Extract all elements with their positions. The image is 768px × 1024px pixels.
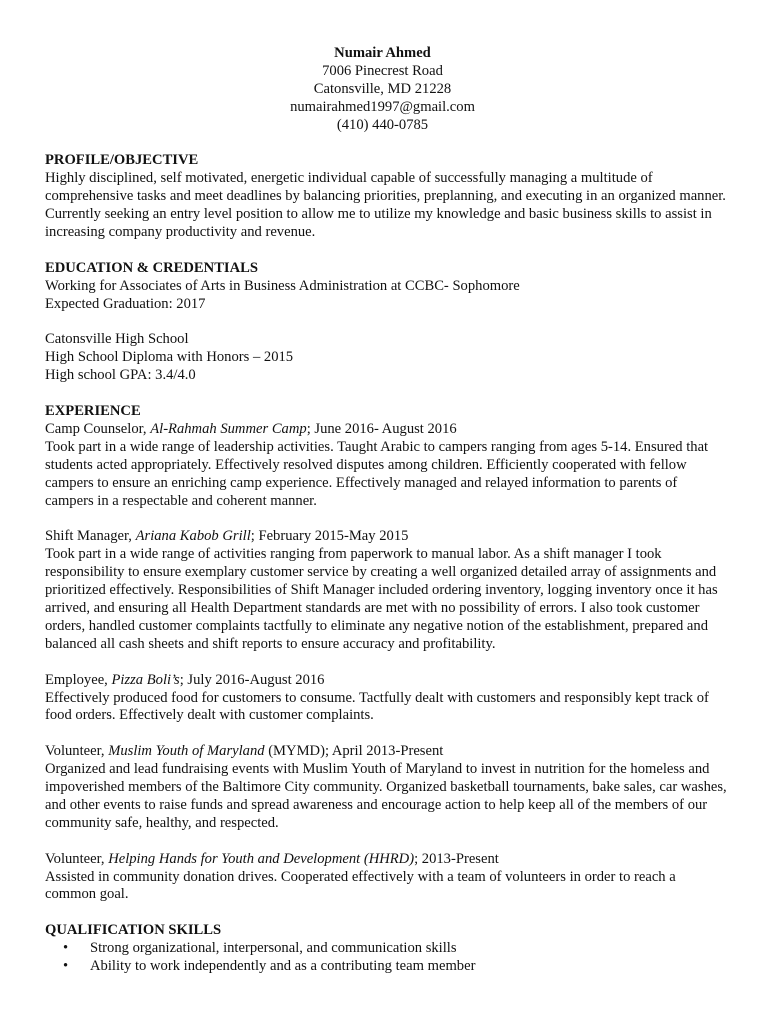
address-street: 7006 Pinecrest Road bbox=[322, 62, 443, 79]
profile-text: Highly disciplined, self motivated, energetic individual capable of successfully managing a multitude of comprehensive tasks and meet deadlines by balancing priorities, preplanning, and executing in an organized manner. Currently seeking an entry level position to allow me to utilize my knowledge and basic business skills to assist in increasing company productivity and revenue. bbox=[45, 170, 726, 241]
college-program: Working for Associates of Arts in Business Administration at CCBC- Sophomore bbox=[45, 277, 520, 294]
job-role: Shift Manager, bbox=[45, 528, 136, 545]
skill-item bbox=[45, 940, 728, 958]
job-organization: Muslim Youth of Maryland bbox=[108, 743, 265, 760]
experience-entry bbox=[45, 672, 728, 726]
job-description: Assisted in community donation drives. Cooperated effectively with a team of volunteers in order to reach a common goal. bbox=[45, 868, 676, 903]
experience-heading: EXPERIENCE bbox=[45, 403, 141, 420]
job-dates: (MYMD); April 2013-Present bbox=[264, 743, 444, 760]
education-heading: EDUCATION & CREDENTIALS bbox=[45, 259, 258, 276]
address-city: Catonsville, MD 21228 bbox=[313, 80, 452, 97]
skills-section bbox=[45, 922, 728, 976]
job-dates: ; July 2016-August 2016 bbox=[179, 671, 325, 688]
high-school-diploma: High School Diploma with Honors – 2015 bbox=[45, 349, 294, 366]
job-dates: ; February 2015-May 2015 bbox=[250, 528, 409, 545]
profile-section bbox=[45, 152, 728, 242]
experience-section bbox=[45, 403, 728, 904]
job-role: Volunteer, bbox=[45, 850, 109, 867]
job-role: Volunteer, bbox=[45, 743, 109, 760]
job-organization: Helping Hands for Youth and Development (HHRD) bbox=[108, 850, 415, 867]
skill-text: Ability to work independently and as a contributing team member bbox=[90, 958, 476, 975]
job-title-line bbox=[45, 421, 728, 439]
job-organization: Pizza Boli’s bbox=[111, 671, 180, 688]
high-school-name: Catonsville High School bbox=[45, 331, 189, 348]
job-organization: Al-Rahmah Summer Camp bbox=[150, 420, 307, 437]
experience-entry bbox=[45, 743, 728, 833]
bullet-icon: • bbox=[63, 958, 69, 975]
experience-entry bbox=[45, 421, 728, 511]
education-section bbox=[45, 260, 728, 385]
job-title-line bbox=[45, 528, 728, 546]
skills-list bbox=[45, 940, 728, 976]
applicant-name: Numair Ahmed bbox=[334, 45, 431, 61]
job-title-line bbox=[45, 743, 728, 761]
high-school-gpa: High school GPA: 3.4/4.0 bbox=[45, 367, 196, 384]
experience-entry bbox=[45, 528, 728, 653]
phone-number: (410) 440-0785 bbox=[336, 116, 429, 133]
job-title-line bbox=[45, 851, 728, 869]
email-address: numairahmed1997@gmail.com bbox=[290, 98, 475, 115]
job-role: Camp Counselor, bbox=[45, 420, 151, 437]
skill-item bbox=[45, 958, 728, 976]
bullet-icon: • bbox=[63, 940, 69, 957]
job-dates: ; 2013-Present bbox=[414, 850, 499, 867]
job-organization: Ariana Kabob Grill bbox=[135, 528, 251, 545]
profile-heading: PROFILE/OBJECTIVE bbox=[45, 152, 199, 169]
skill-text: Strong organizational, interpersonal, and communication skills bbox=[90, 940, 457, 957]
job-title-line bbox=[45, 672, 728, 690]
job-description: Organized and lead fundraising events with Muslim Youth of Maryland to invest in nutrition for the homeless and impoverished members of the Baltimore City community. Organized basketball tournaments, bake sales, car washes, and other events to raise funds and spread awareness and encourage action to help keep all of the members of our community safe, healthy, and respected. bbox=[45, 761, 727, 831]
resume-header bbox=[37, 45, 728, 135]
job-role: Employee, bbox=[45, 671, 112, 688]
experience-entry bbox=[45, 851, 728, 905]
high-school-block bbox=[45, 331, 728, 385]
expected-graduation: Expected Graduation: 2017 bbox=[45, 295, 206, 312]
job-dates: ; June 2016- August 2016 bbox=[306, 420, 457, 437]
job-description: Effectively produced food for customers to consume. Tactfully dealt with customers and responsibly kept track of food orders. Effectively dealt with customer complaints. bbox=[45, 689, 709, 724]
job-description: Took part in a wide range of activities ranging from paperwork to manual labor. As a shift manager I took responsibility to ensure exemplary customer service by creating a well organized detailed array of assignments and prioritized effectively. Responsibilities of Shift Manager included ordering inventory, logging inventory once it has arrived, and ensuring all Health Department standards are met with no possibility of errors. I also took customer orders, handled customer complaints tactfully to eliminate any negative notion of the establishment, prepared and balanced all cash sheets and shift reports to ensure accuracy and profitability. bbox=[45, 546, 718, 652]
job-description: Took part in a wide range of leadership activities. Taught Arabic to campers ranging from ages 5-14. Ensured that students acted appropriately. Effectively resolved disputes among children. Efficiently cooperated with fellow campers to ensure an enriching camp experience. Effectively managed and relayed information to parents of campers in a respectable and coherent manner. bbox=[45, 438, 709, 509]
skills-heading: QUALIFICATION SKILLS bbox=[45, 922, 222, 939]
